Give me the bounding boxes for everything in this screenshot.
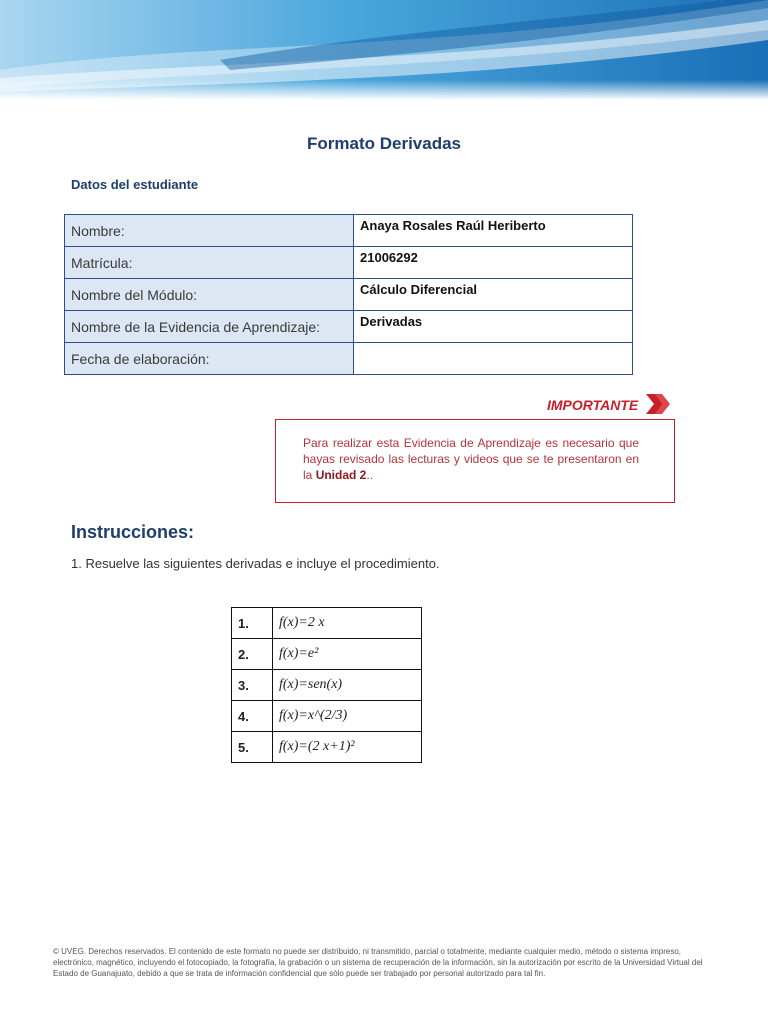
- instruction-item: 1. Resuelve las siguientes derivadas e incluye el procedimiento.: [71, 556, 440, 571]
- exercise-number: 4.: [232, 701, 273, 732]
- row-label: Nombre del Módulo:: [65, 279, 354, 311]
- table-row: [232, 608, 422, 639]
- exercise-number: 3.: [232, 670, 273, 701]
- exercise-expression: f(x)=(2 x+1)²: [273, 732, 422, 763]
- row-value[interactable]: Derivadas: [354, 311, 633, 343]
- row-label: Nombre:: [65, 215, 354, 247]
- student-data-table: [64, 214, 633, 375]
- row-value[interactable]: Cálculo Diferencial: [354, 279, 633, 311]
- row-label: Matrícula:: [65, 247, 354, 279]
- row-label: Nombre de la Evidencia de Aprendizaje:: [65, 311, 354, 343]
- instructions-heading: Instrucciones:: [71, 522, 195, 542]
- exercise-number: 2.: [232, 639, 273, 670]
- table-row: [232, 732, 422, 763]
- section-subtitle: Datos del estudiante: [71, 177, 199, 192]
- exercise-expression: f(x)=x^(2/3): [273, 701, 422, 732]
- exercise-number: 1.: [232, 608, 273, 639]
- exercise-expression: f(x)=sen(x): [273, 670, 422, 701]
- table-row: [65, 343, 633, 375]
- derivatives-table: [231, 607, 422, 763]
- table-row: [232, 639, 422, 670]
- row-label: Fecha de elaboración:: [65, 343, 354, 375]
- important-notice-text: Para realizar esta Evidencia de Aprendizaje es necesario que hayas revisado las lecturas y videos que se te presentaron en la Unidad 2..: [303, 436, 639, 482]
- header-banner: [0, 0, 768, 100]
- row-value[interactable]: 21006292: [354, 247, 633, 279]
- exercise-expression: f(x)=e²: [273, 639, 422, 670]
- table-row: [65, 247, 633, 279]
- table-row: [65, 279, 633, 311]
- exercise-number: 5.: [232, 732, 273, 763]
- row-value[interactable]: [354, 343, 633, 375]
- table-row: [232, 701, 422, 732]
- row-value[interactable]: Anaya Rosales Raúl Heriberto: [354, 215, 633, 247]
- table-row: [65, 311, 633, 343]
- copyright-footer: © UVEG. Derechos reservados. El contenido de este formato no puede ser distribuido, ni transmitido, parcial o totalmente, mediante cualquier medio, método o sistema impreso, electrónico, magnético, incluyendo el fotocopiado, la fotografía, la grabación o un sistema de recuperación de la información, sin la autorización por escrito de la Universidad Virtual del Estado de Guanajuato, debido a que se trata de información confidencial que sólo puede ser trabajado por personal autorizado para tal fin.: [53, 947, 703, 978]
- document-title: Formato Derivadas: [307, 134, 461, 153]
- important-label: IMPORTANTE: [547, 397, 639, 413]
- double-chevron-icon: [644, 391, 672, 422]
- important-notice-box: [275, 419, 675, 503]
- exercise-expression: f(x)=2 x: [273, 608, 422, 639]
- table-row: [232, 670, 422, 701]
- table-row: [65, 215, 633, 247]
